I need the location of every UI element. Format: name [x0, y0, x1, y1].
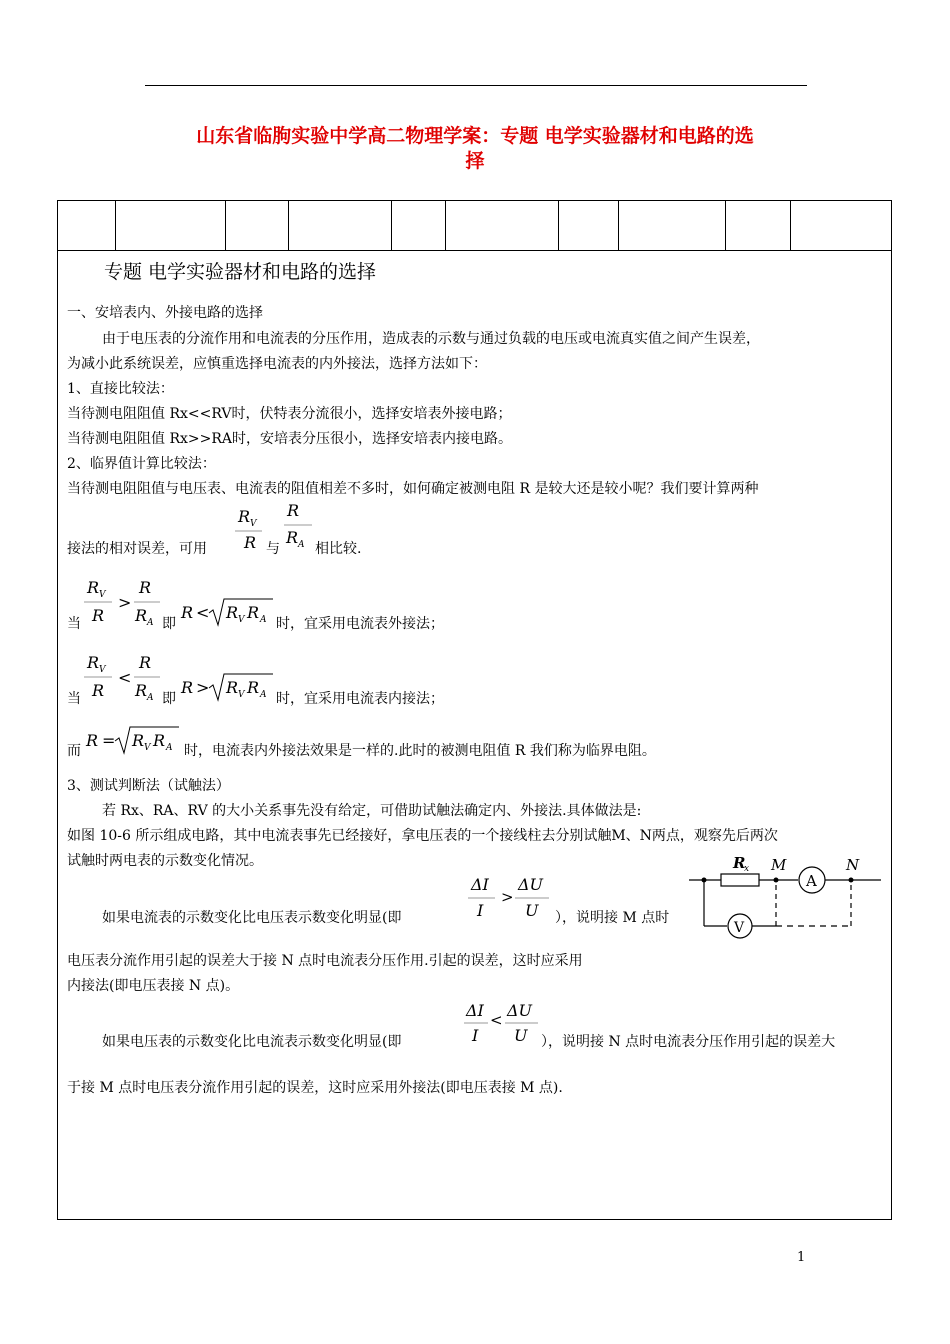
critical-prefix: 而 [67, 743, 81, 759]
formula-subscript: A [298, 540, 305, 550]
formula-symbol: R [286, 528, 299, 547]
formula-symbol: R [135, 681, 148, 700]
header-cell [288, 201, 392, 250]
formula-symbol: R [139, 578, 152, 597]
formula-symbol: R [139, 653, 152, 672]
paragraph-line: 由于电压表的分流作用和电流表的分压作用，造成表的示数与通过负载的电压或电流真实值之间产生误差， [102, 331, 760, 347]
formula-symbol: R [135, 606, 148, 625]
formula-symbol: ΔU [507, 1001, 533, 1020]
rx-subscript: x [744, 864, 750, 874]
method-1-heading: 1、直接比较法： [67, 381, 174, 397]
formula-symbol: ΔU [518, 875, 544, 894]
external-connection-condition-formula [80, 573, 280, 637]
formula-operator: < [490, 1011, 503, 1029]
formula-subscript: V [250, 519, 257, 529]
formula-operator: > [501, 888, 514, 906]
header-cell [558, 201, 619, 250]
formula-subscript: V [99, 590, 106, 600]
formula-operator: < [118, 668, 132, 687]
paragraph-line: 时，宜采用电流表外接法； [276, 616, 444, 632]
paragraph-line: 相比较. [315, 541, 362, 557]
paragraph-line: 内接法(即电压表接 N 点)。 [67, 978, 240, 994]
section-subheading: 专题 电学实验器材和电路的选择 [104, 261, 377, 283]
paragraph-line: 当待测电阻阻值与电压表、电流表的阻值相差不多时，如何确定被测电阻 R 是较大还是较小呢？我们要计算两种 [67, 481, 759, 497]
formula-subscript: A [166, 743, 173, 753]
formula-operator: < [196, 603, 210, 622]
paragraph-line: 于接 M 点时电压表分流作用引起的误差，这时应采用外接法(即电压表接 M 点). [67, 1080, 563, 1096]
paragraph-line: 如果电压表的示数变化比电流表示数变化明显(即 [102, 1034, 402, 1050]
paragraph-line: 若 Rx、RA、RV 的大小关系事先没有给定，可借助试触法确定内、外接法.具体做法是: [102, 803, 642, 819]
paragraph-line: 时，电流表内外接法效果是一样的.此时的被测电阻值 R 我们称为临界电阻。 [184, 743, 656, 759]
paragraph-line: 如果电流表的示数变化比电压表示数变化明显(即 [102, 910, 402, 926]
header-row [58, 201, 891, 251]
section-1-heading: 一、安培表内、外接电路的选择 [67, 305, 263, 321]
formula-symbol: R [226, 678, 239, 697]
header-cell [391, 201, 446, 250]
formula-operator: > [196, 678, 210, 697]
formula-symbol: R [181, 603, 194, 622]
formula-symbol: R [153, 731, 166, 750]
header-cell [725, 201, 791, 250]
page-number: 1 [797, 1250, 806, 1265]
paragraph-line: 时，宜采用电流表内接法； [276, 691, 444, 707]
header-cell [115, 201, 226, 250]
conjunction-text: 与 [266, 541, 280, 557]
paragraph-line: 电压表分流作用引起的误差大于接 N 点时电流表分压作用.引起的误差，这时应采用 [67, 953, 583, 969]
header-cell [618, 201, 726, 250]
title-line-2: 择 [465, 150, 485, 172]
resistor-rx [721, 874, 759, 886]
formula-subscript: A [147, 618, 154, 628]
paragraph-line: 接法的相对误差，可用 [67, 541, 207, 557]
formula-symbol: ΔI [471, 875, 489, 894]
formula-symbol: R [244, 533, 257, 552]
internal-connection-condition-formula [80, 648, 280, 712]
document-title [120, 124, 830, 174]
formula-symbol: I [472, 1026, 479, 1045]
paragraph-line: 为减小此系统误差，应慎重选择电流表的内外接法，选择方法如下： [67, 356, 487, 372]
formula-subscript: V [144, 743, 151, 753]
junction-node-m [774, 878, 779, 883]
current-change-formula [465, 870, 555, 928]
rx-label: R [733, 854, 746, 872]
paragraph-line: 当待测电阻阻值 Rx>>RA时，安培表分压很小，选择安培表内接电路。 [67, 431, 512, 447]
formula-operator: > [118, 593, 132, 612]
header-cell [225, 201, 289, 250]
node-n-label: N [846, 856, 860, 874]
method-3-heading: 3、测试判断法（试触法） [67, 778, 230, 794]
critical-resistance-formula [82, 722, 186, 758]
formula-symbol: R [247, 678, 260, 697]
paragraph-line: ），说明接 M 点时 [555, 910, 670, 926]
header-cell [58, 201, 116, 250]
formula-symbol: R [86, 731, 99, 750]
condition-ji: 即 [162, 691, 176, 707]
voltage-change-formula [462, 996, 542, 1052]
junction-node-n [849, 878, 854, 883]
formula-symbol: U [514, 1026, 528, 1045]
top-rule [145, 85, 807, 86]
formula-symbol: ΔI [466, 1001, 484, 1020]
formula-subscript: A [147, 693, 154, 703]
formula-symbol: R [181, 678, 194, 697]
paragraph-line: 试触时两电表的示数变化情况。 [67, 853, 263, 869]
formula-symbol: R [87, 653, 100, 672]
paragraph-line: 当待测电阻阻值 Rx<<RV时，伏特表分流很小，选择安培表外接电路； [67, 406, 512, 422]
title-line-1: 山东省临朐实验中学高二物理学案：专题 电学实验器材和电路的选 [196, 125, 754, 147]
method-2-heading: 2、临界值计算比较法： [67, 456, 216, 472]
formula-symbol: I [477, 901, 484, 920]
condition-ji: 即 [162, 616, 176, 632]
formula-subscript: V [99, 665, 106, 675]
paragraph-line: ），说明接 N 点时电流表分压作用引起的误差大 [541, 1034, 836, 1050]
formula-symbol: R [87, 578, 100, 597]
formula-symbol: R [287, 501, 300, 520]
ammeter-label: A [806, 872, 817, 890]
formula-operator: = [102, 731, 116, 750]
voltmeter-label: V [734, 920, 745, 936]
formula-symbol: R [226, 603, 239, 622]
condition-prefix: 当 [67, 616, 81, 632]
formula-symbol: R [92, 681, 105, 700]
paragraph-line: 如图 10-6 所示组成电路，其中电流表事先已经接好，拿电压表的一个接线柱去分别试触M、N两点，观察先后两次 [67, 828, 778, 844]
formula-symbol: R [247, 603, 260, 622]
formula-subscript: V [238, 615, 245, 625]
formula-symbol: U [525, 901, 539, 920]
formula-symbol: R [238, 507, 251, 526]
formula-symbol: R [132, 731, 145, 750]
trial-touch-circuit-diagram [685, 848, 885, 944]
node-m-label: M [771, 856, 787, 874]
header-cell [445, 201, 559, 250]
formula-subscript: V [238, 690, 245, 700]
formula-symbol: R [92, 606, 105, 625]
condition-prefix: 当 [67, 691, 81, 707]
formula-subscript: A [260, 615, 267, 625]
formula-subscript: A [260, 690, 267, 700]
